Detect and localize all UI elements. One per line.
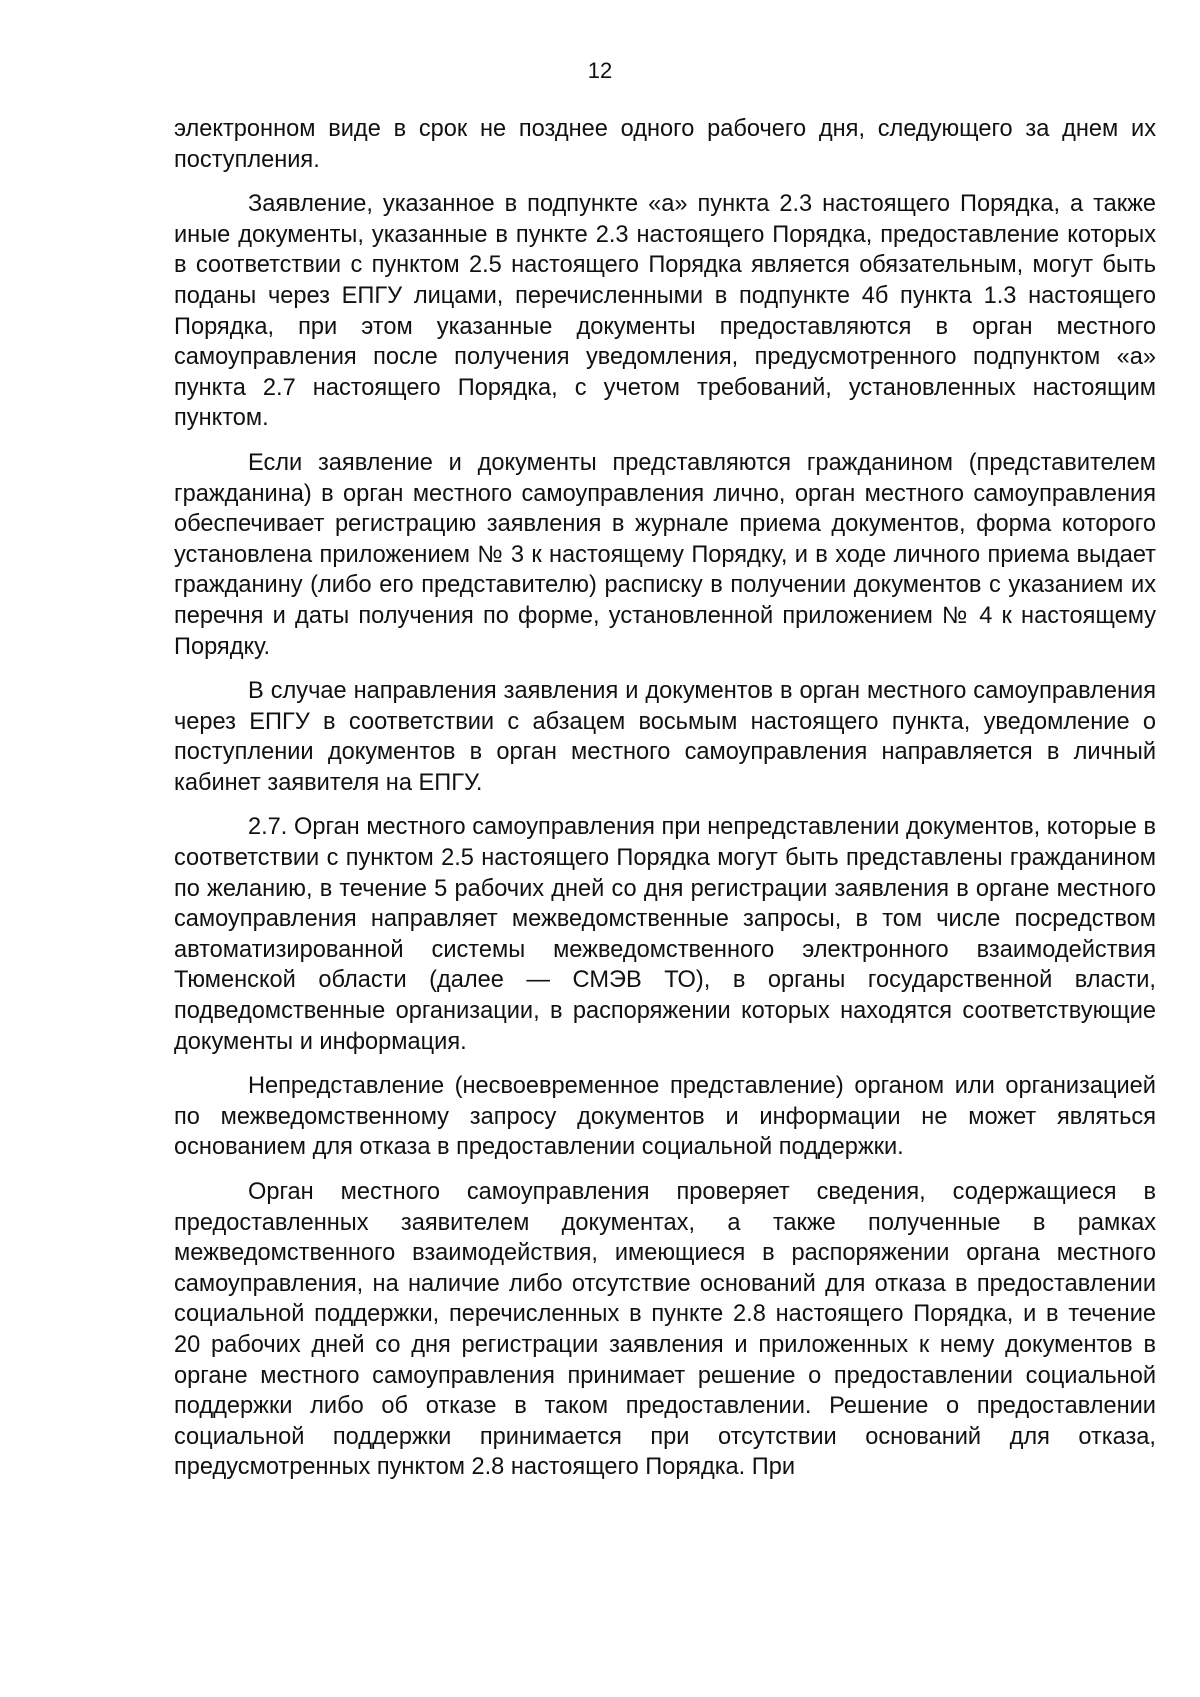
paragraph-personal-submission: Если заявление и документы представляются гражданином (представителем гражданина) в орган местного самоуправления лично, орган местного самоуправления обеспечивает регистрацию заявления в журнале приема документов, форма которого установлена приложением № 3 к настоящему Порядку, и в ходе личного приема выдает гражданину (либо его представителю) расписку в получении документов с указанием их перечня и даты получения по форме, установленной приложением № 4 к настоящему Порядку. [174, 449, 1156, 660]
document-body [174, 114, 1156, 1497]
paragraph-epgu-notification: В случае направления заявления и документов в орган местного самоуправления через ЕПГУ в соответствии с абзацем восьмым настоящего пункта, уведомление о поступлении документов в орган местного самоуправления направляется в личный кабинет заявителя на ЕПГУ. [174, 678, 1156, 796]
paragraph-non-submission: Непредставление (несвоевременное представление) органом или организацией по межведомственному запросу документов и информации не может являться основанием для отказа в предоставлении социальной поддержки. [174, 1073, 1156, 1161]
paragraph-application-via-epgu: Заявление, указанное в подпункте «а» пункта 2.3 настоящего Порядка, а также иные документы, указанные в пункте 2.3 настоящего Порядка, предоставление которых в соответствии с пунктом 2.5 настоящего Порядка является обязательным, могут быть поданы через ЕПГУ лицами, перечисленными в подпункте 4б пункта 1.3 настоящего Порядка, при этом указанные документы предоставляются в орган местного самоуправления после получения уведомления, предусмотренного подпунктом «а» пункта 2.7 настоящего Порядка, с учетом требований, установленных настоящим пунктом. [174, 191, 1156, 432]
page-number: 12 [587, 58, 613, 83]
paragraph-continuation: электронном виде в срок не позднее одного рабочего дня, следующего за днем их поступления. [174, 116, 1156, 173]
paragraph-verification-decision: Орган местного самоуправления проверяет сведения, содержащиеся в предоставленных заявителем документах, а также полученные в рамках межведомственного взаимодействия, имеющиеся в распоряжении органа местного самоуправления, на наличие либо отсутствие оснований для отказа в предоставлении социальной поддержки, перечисленных в пункте 2.8 настоящего Порядка, и в течение 20 рабочих дней со дня регистрации заявления и приложенных к нему документов в органе местного самоуправления принимает решение о предоставлении социальной поддержки либо об отказе в таком предоставлении. Решение о предоставлении социальной поддержки принимается при отсутствии оснований для отказа, предусмотренных пунктом 2.8 настоящего Порядка. При [174, 1179, 1156, 1481]
paragraph-2-7-interagency-requests: 2.7. Орган местного самоуправления при непредставлении документов, которые в соответствии с пунктом 2.5 настоящего Порядка могут быть представлены гражданином по желанию, в течение 5 рабочих дней со дня регистрации заявления в органе местного самоуправления направляет межведомственные запросы, в том числе посредством автоматизированной системы межведомственного электронного взаимодействия Тюменской области (далее — СМЭВ ТО), в органы государственной власти, подведомственные организации, в распоряжении которых находятся соответствующие документы и информация. [174, 814, 1156, 1055]
